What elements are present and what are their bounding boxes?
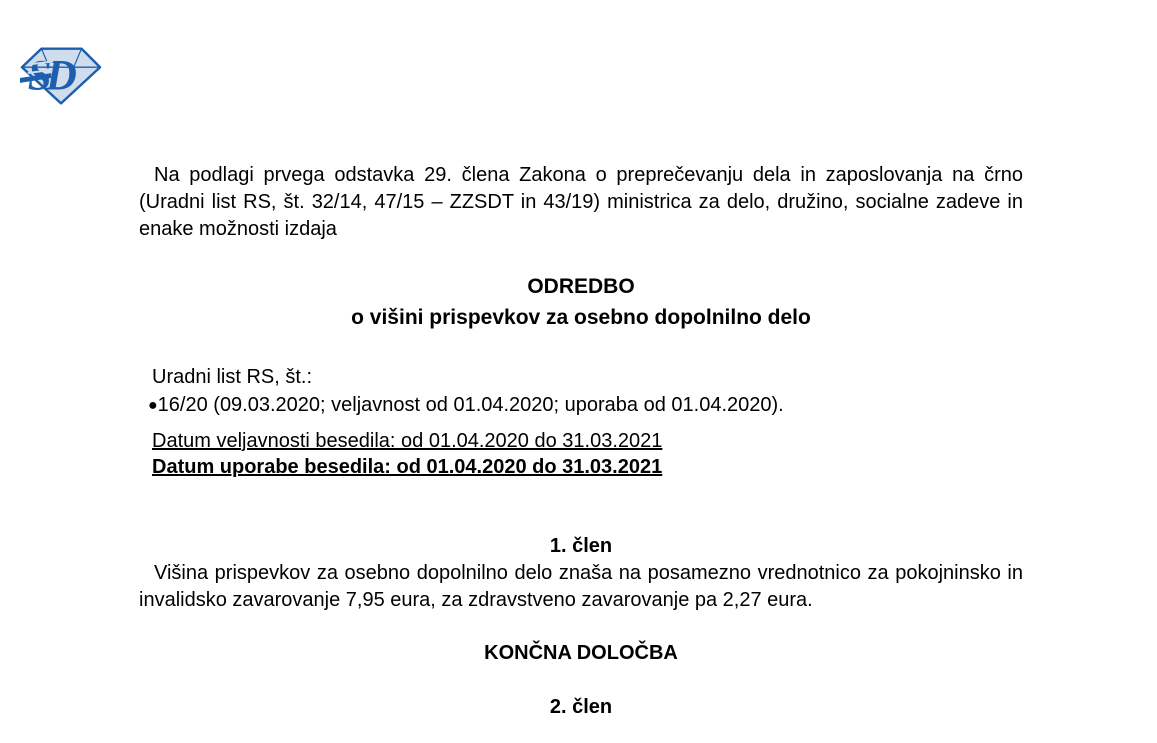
gazette-item-text: 16/20 (09.03.2020; veljavnost od 01.04.2020; uporaba od 01.04.2020). <box>157 394 784 416</box>
logo-letters: SD <box>27 52 71 100</box>
article-2-heading: 2. člen <box>549 696 613 718</box>
article-1-heading: 1. člen <box>549 535 613 557</box>
gazette-section <box>139 363 1023 420</box>
validity-date-line: Datum veljavnosti besedila: od 01.04.2020 do 31.03.2021 <box>152 430 663 452</box>
validity-dates-section <box>139 428 1023 480</box>
gazette-label: Uradni list RS, št.: <box>152 366 313 388</box>
final-provision-heading: KONČNA DOLOČBA <box>484 642 678 664</box>
title-line-1: ODREDBO <box>527 275 635 298</box>
sd-diamond-logo <box>20 46 102 106</box>
title-line-2: o višini prispevkov za osebno dopolnilno delo <box>351 306 811 329</box>
intro-paragraph: Na podlagi prvega odstavka 29. člena Zakona o preprečevanju dela in zaposlovanja na črno (Uradni list RS, št. 32/14, 47/15 – ZZSDT in 43/19) ministrica za delo, družino, socialne zadeve in enake možnosti izdaja <box>139 164 1023 240</box>
document-title <box>139 271 1023 333</box>
document-content <box>139 162 1023 721</box>
gazette-item <box>139 391 1023 420</box>
bullet-icon: ● <box>148 397 158 414</box>
article-1-paragraph: Višina prispevkov za osebno dopolnilno delo znaša na posamezno vrednotnico za pokojninsko in invalidsko zavarovanje 7,95 eura, za zdravstveno zavarovanje pa 2,27 eura. <box>139 562 1023 611</box>
usage-date-line: Datum uporabe besedila: od 01.04.2020 do 31.03.2021 <box>152 456 663 478</box>
